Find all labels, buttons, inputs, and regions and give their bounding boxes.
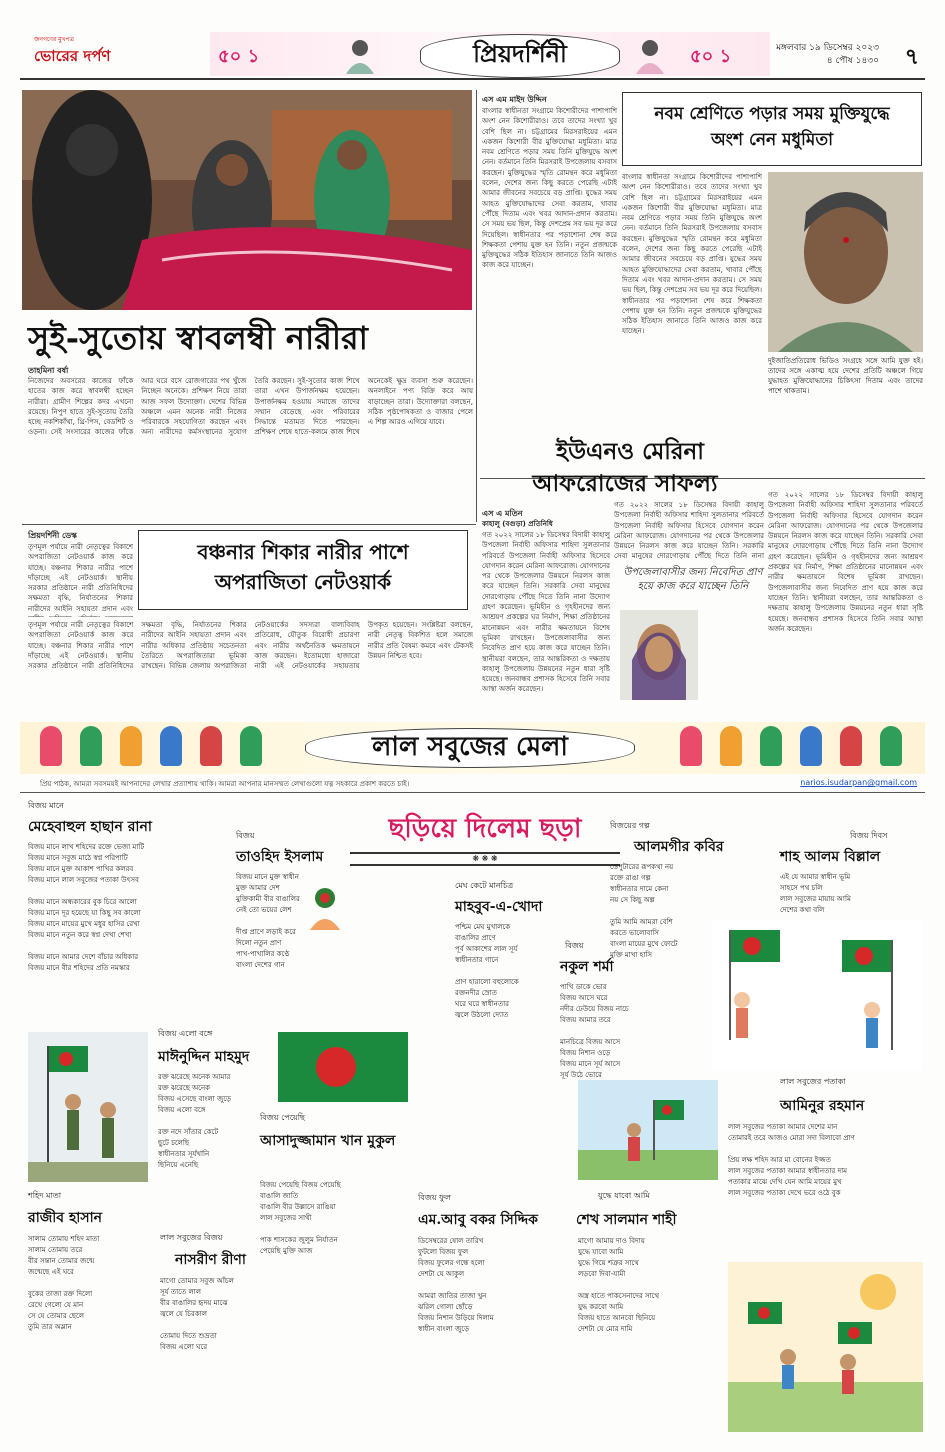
poem1-label: বিজয় মানে [28,801,64,810]
portrait-image [768,172,923,352]
poem3-pretitle: মেঘ কেটে মানচিত্র [455,881,514,890]
uno-byline: এস এ মতিন [482,509,523,518]
mela-title: লাল সবুজের মেলা [305,728,635,768]
brand-logo[interactable] [34,34,124,70]
poem13-label: লাল সবুজের পতাকা [780,1077,846,1086]
poem9-author: রাজীব হাসান [28,1210,103,1226]
uno-body-col2: গত ২০২২ সালের ১৮ ডিসেম্বর বিদায়ী কাহালু উপজেলা নির্বাহী অফিসার শাহিদা সুলতানার পরিবর্তে উপজেলা নির্বাহী অফিসার হিসেবে যোগদান করেন মেরিনা আফরোজ। যোগদানের পর থেকে উপজেলার উন্নয়নে নিরলস কাজ করে যাচ্ছেন তিনি। সরকারি সেবা মানুষের দোরগোড়ায় পৌঁছে দিতে তিনি নানা [614,501,764,560]
poem9-label: শহিদ মাতা [28,1191,62,1200]
poem2-author: তাওহিদ ইসলাম [236,849,324,865]
column-divider [476,90,477,522]
poem13-author: আমিনুর রহমান [780,1098,865,1114]
kids-running-icon [728,1262,923,1432]
network-body: তৃণমূল পর্যায়ে নারী নেতৃত্বের বিকাশে অপরাজিতা নেটওয়ার্ক কাজ করে যাচ্ছে। বঞ্চনার শিকার নারীর পাশে দাঁড়াচ্ছে এই নেটওয়ার্ক। স্থানীয় সরকার প্রতিষ্ঠানে নারী প্রতিনিধিদের সক্ষমতা বৃদ্ধি, নির্যাতনের শিকার নারীদের আইনি সহায়তা প্রদান এবং নারীর অধিকার প্রতিষ্ঠায় সচেতনতা তৈরিতে অপরাজিতারা ভূমিকা রাখছেন। বিভিন্ন জেলায় অপরাজিতা নেটওয়ার্কের সদস্যরা বাল্যবিবাহ প্রতিরোধ, যৌতুক বিরোধী প্রচারণা এবং নারীর অর্থনৈতিক ক্ষমতায়নে কাজ করছেন। ইতোমধ্যে হাজারো নারী এই নেটওয়ার্কের সহায়তায় উপকৃত হয়েছেন। সংশ্লিষ্টরা বলছেন, নারী নেতৃত্ব বিকশিত হলে সমাজে নারীর প্রতি বৈষম্য কমবে এবং টেকসই উন্নয়ন নিশ্চিত হবে। [28,621,473,671]
child-figure-icon [760,726,782,766]
decorative-motif-left: ৫০ ১ [218,46,260,67]
poem10-text: মাগো তোমার সবুজ আঁচল সূর্য তাতে লাল বীর বাঙালির হৃদয় মাঝে জ্বলে যে চিরকাল তোমায় দিতে শুভ্রতা বিজয় এলো ঘরে [160,1277,234,1351]
section-title: প্রিয়দর্শিনী [420,34,620,78]
decorative-ornament-icon: ❋ ❋ ❋ [350,852,620,866]
child-figure-icon [720,726,742,766]
child-figure-icon [80,726,102,766]
child-flag-illustration [300,880,350,935]
uno-headline-line2[interactable]: আফরোজের সাফল্য [532,470,718,497]
child-flag-icon [578,1080,718,1180]
poem8-label: বিজয় পেয়েছি [260,1113,305,1122]
child-figure-icon [160,726,182,766]
woman-silhouette-icon [340,34,380,74]
uno-headline-line1[interactable]: ইউএনও মেরিনা [556,438,704,465]
poem2-label: বিজয় [236,831,255,840]
madhumita-headline-box [622,92,922,166]
page-number: ৭ [904,45,919,70]
date-bengali: ৪ পৌষ ১৪৩০ [826,56,879,66]
child-figure-icon [840,726,862,766]
mela-note: প্রিয় পাঠক, আমরা সবসময়ই আপনাদের লেখার প্রত্যাশায় থাকি। আমরা আপনার মানসম্মত লেখাগুলো যত্ন সহকারে প্রকাশ করতে চাই। [40,780,410,788]
date-gregorian: মঙ্গলবার ১৯ ডিসেম্বর ২০২৩ [776,43,879,53]
flag-children-illustration [712,920,922,1070]
chora-section-title: ছড়িয়ে দিলেম ছড়া [388,814,582,844]
poem5-author: আলমগীর কবির [634,839,724,855]
network-headline-line1[interactable]: বঞ্চনার শিকার নারীর পাশে [197,540,409,564]
poem9-text: সালাম তোমায় শহিদ মাতা সালাম তোমায় তরে বীর সন্তান তোমার জন্মে জন্মেছে এই ঘরে বুকের তাজা রক্ত দিলো রেখে গেলো যে মান সে যে তোমার ছেলে তুমি তার অম্লান [28,1235,100,1331]
poem7-author: মাঈনুদ্দিন মাহমুদ [158,1049,250,1065]
poem7-text: রক্ত ঝরেছে অনেক আমার রক্ত ঝরেছে অনেক বিজয় এসেছে বাংলা জুড়ে বিজয় এলো বঙ্গে রক্ত নদে সাঁতার কেটে ছুটে চলেছি স্বাধীনতার সূর্যখানি ছিনিয়ে এনেছি [158,1073,232,1169]
child-figure-icon [40,726,62,766]
bangladesh-flag-illustration [278,1032,408,1102]
poem6-text: এই যে আমার স্বাধীন ভূমি সাহসে পথ চলি লাল সবুজের মায়ায় আমি দেশের কথা বলি [780,873,851,914]
madhumita-body-col1: বাংলার স্বাধীনতা সংগ্রামে কিশোরীদের পাশাপাশি অংশ নেন কিশোরীরাও। তবে তাদের সংখ্যা খুব বেশি ছিল না। চট্টগ্রামের মিরসরাইয়ের এমন একজন কিশোরী বীর মুক্তিযোদ্ধা মধুমিতা। মাত্র নবম শ্রেণিতে পড়ার সময় তিনি মুক্তিযুদ্ধে অংশ নেন। বর্তমানে তিনি মিরসরাই উপজেলায় বসবাস করছেন। মুক্তিযুদ্ধের স্মৃতি রোমন্থন করে মধুমিতা বলেন, দেশের জন্য কিছু করতে পেরেছি এটাই আমার জীবনের সবচেয়ে বড় প্রাপ্তি। যুদ্ধের সময় আহত মুক্তিযোদ্ধাদের সেবা করতাম, খাবার পৌঁছে দিতাম এবং খবর আদান-প্রদান করতাম। সে সময় ভয় ছিল, কিন্তু দেশপ্রেম সব ভয় দূর করে দিয়েছিল। স্বাধীনতার পর পড়াশোনা শেষ করে শিক্ষকতা পেশায় যুক্ত হন তিনি। নতুন প্রজন্মকে মুক্তিযুদ্ধের সঠিক ইতিহাস জানাতে তিনি আজও কাজ করে যাচ্ছেন। [482,107,617,270]
child-figure-icon [880,726,902,766]
child-figure-icon [120,726,142,766]
child-figure-icon [240,726,262,766]
poem11-author: এম.আবু বকর সিদ্দিক [418,1212,538,1228]
lead-photo[interactable] [22,90,472,310]
child-figure-icon [800,726,822,766]
mela-banner [20,722,925,774]
decorative-banner [210,32,770,76]
poem6-author: শাহ আলম বিল্লাল [780,849,881,865]
mela-email-link[interactable]: narios.isudarpan@gmail.com [800,778,917,787]
poem10-label: লাল সবুজের বিজয় [160,1233,223,1242]
uno-body-col3: গত ২০২২ সালের ১৮ ডিসেম্বর বিদায়ী কাহালু উপজেলা নির্বাহী অফিসার শাহিদা সুলতানার পরিবর্তে উপজেলা নির্বাহী অফিসার হিসেবে যোগদান করেন মেরিনা আফরোজ। যোগদানের পর থেকে উপজেলার উন্নয়নে নিরলস কাজ করে যাচ্ছেন তিনি। সরকারি সেবা মানুষের দোরগোড়ায় পৌঁছে দিতে তিনি নানা উদ্যোগ গ্রহণ করেছেন। ভূমিহীন ও গৃহহীনদের জন্য আশ্রয়ণ প্রকল্পের ঘর নির্মাণ, শিক্ষা প্রতিষ্ঠানের মানোন্নয়ন এবং নারীর ক্ষমতায়নে বিশেষ ভূমিকা রাখছেন। উপজেলাবাসীর জন্য নিবেদিত প্রাণ হয়ে কাজ করে যাচ্ছেন তিনি। স্থানীয়রা বলছেন, তার আন্তরিকতা ও দক্ষতায় কাহালু উপজেলায় উন্নয়নের নতুন ধারা সৃষ্টি হয়েছে। জনবান্ধব প্রশাসক হিসেবে তিনি সবার আস্থা অর্জন করেছেন। [768,491,923,633]
masthead [20,28,925,80]
kids-running-illustration [728,1262,923,1432]
child-with-flag-illustration [578,1080,718,1180]
dateline [776,42,879,68]
poem12-author: শেখ সালমান শাহী [576,1212,677,1228]
woman-silhouette-icon [630,34,670,74]
child-icon [300,880,350,935]
poem4-author: নকুল শর্মা [560,959,614,975]
child-figure-icon [200,726,222,766]
section-divider [20,792,925,793]
poem5-pretitle: বিজয়ের গল্প [610,821,650,830]
network-body-col1: তৃণমূল পর্যায়ে নারী নেতৃত্বের বিকাশে অপরাজিতা নেটওয়ার্ক কাজ করে যাচ্ছে। বঞ্চনার শিকার নারীর পাশে দাঁড়াচ্ছে এই নেটওয়ার্ক। স্থানীয় সরকার প্রতিষ্ঠানে নারী প্রতিনিধিদের সক্ষমতা বৃদ্ধি, নির্যাতনের শিকার নারীদের আইনি সহায়তা প্রদান এবং [28,543,133,613]
poem2-text: বিজয় মানে মুক্ত স্বাধীন মুক্ত আমার দেশ মুক্তিকামী বীর বাঙালির নেই তো ভয়ের লেশ দীপ্ত প্রাণে লড়াই করে দিলো নতুন প্রাণ পাখ-পাখালির কণ্ঠে বাংলা দেশের গান [236,873,300,969]
poem12-label: যুদ্ধে যাবো আমি [598,1191,650,1200]
decorative-motif-right: ৫০ ১ [690,46,732,67]
embroidery-women-image [22,90,472,310]
poem5-text: ডেপুটারের রূপকথা নয় রক্তে রাঙা গল্প স্বাধীনতার দামে কেনা নয় সে কিছু অল্প তুমি আমি আমরা বেশি করতে ভালোবাসি বাংলা মায়ের মুখে ফোটে মুক্তি মাখা হাসি [610,863,678,959]
poem11-label: বিজয় ফুল [418,1193,451,1202]
madhumita-byline: এস এম মাইদ উদ্দিন [482,95,547,104]
uno-sub-byline: কাহালু (বগুড়া) প্রতিনিধি [482,520,553,528]
poem6-label: বিজয় দিবস [850,831,888,840]
freedom-fighters-illustration [28,1032,148,1182]
flag-illustration-icon [712,920,922,1070]
poem3-author: মাহবুব-এ-খোদা [455,899,543,915]
brand-tagline: জনগণের মুখপত্র [34,36,74,43]
poem8-text: বিজয় পেয়েছি বিজয় পেয়েছি বাঙালি জাতি বাঙালি বীর উল্লাসে রাঙিয়া লাল সবুজের সাথী পাক শাসকের জুলুম নির্যাতন পেয়েছি মুক্তি আজ [260,1181,341,1255]
poem12-text: মাগো আমায় দাও বিদায় যুদ্ধে যাবো আমি যুদ্ধে গিয়ে শত্রুর সাথে লড়বো দিবা-যামী অস্ত্র হাতে পাকসেনাদের সাথে যুদ্ধ করবো আমি বিজয় হাতে আনবো ছিনিয়ে দেশটা যে মোর দামি [578,1237,659,1333]
madhumita-body-col2: বাংলার স্বাধীনতা সংগ্রামে কিশোরীদের পাশাপাশি অংশ নেন কিশোরীরাও। তবে তাদের সংখ্যা খুব বেশি ছিল না। চট্টগ্রামের মিরসরাইয়ের এমন একজন কিশোরী বীর মুক্তিযোদ্ধা মধুমিতা। মাত্র নবম শ্রেণিতে পড়ার সময় তিনি মুক্তিযুদ্ধে অংশ নেন। বর্তমানে তিনি মিরসরাই উপজেলায় বসবাস করছেন। মুক্তিযুদ্ধের স্মৃতি রোমন্থন করে মধুমিতা বলেন, দেশের জন্য কিছু করতে পেরেছি এটাই আমার জীবনের সবচেয়ে বড় প্রাপ্তি। যুদ্ধের সময় আহত মুক্তিযোদ্ধাদের সেবা করতাম, খাবার পৌঁছে দিতাম এবং খবর আদান-প্রদান করতাম। সে সময় ভয় ছিল, কিন্তু দেশপ্রেম সব ভয় দূর করে দিয়েছিল। স্বাধীনতার পর পড়াশোনা শেষ করে শিক্ষকতা পেশায় যুক্ত হন তিনি। নতুন প্রজন্মকে মুক্তিযুদ্ধের সঠিক ইতিহাস জানাতে তিনি আজও কাজ করে যাচ্ছেন। [622,173,762,336]
child-figure-icon [680,726,702,766]
poem1-author: মেহেবাহুল হাছান রানা [28,819,152,835]
madhumita-photo[interactable] [768,172,923,352]
uno-body-col1: গত ২০২২ সালের ১৮ ডিসেম্বর বিদায়ী কাহালু উপজেলা নির্বাহী অফিসার শাহিদা সুলতানার পরিবর্তে উপজেলা নির্বাহী অফিসার হিসেবে যোগদান করেন মেরিনা আফরোজ। যোগদানের পর থেকে উপজেলার উন্নয়নে নিরলস কাজ করে যাচ্ছেন তিনি। সরকারি সেবা মানুষের দোরগোড়ায় পৌঁছে দিতে তিনি নানা উদ্যোগ গ্রহণ করেছেন। ভূমিহীন ও গৃহহীনদের জন্য আশ্রয়ণ প্রকল্পের ঘর নির্মাণ, শিক্ষা প্রতিষ্ঠানের মানোন্নয়ন এবং নারীর ক্ষমতায়নে বিশেষ ভূমিকা রাখছেন। উপজেলাবাসীর জন্য নিবেদিত প্রাণ হয়ে কাজ করে যাচ্ছেন তিনি। স্থানীয়রা বলছেন, তার আন্তরিকতা ও দক্ষতায় কাহালু উপজেলায় উন্নয়নের নতুন ধারা সৃষ্টি হয়েছে। জনবান্ধব প্রশাসক হিসেবে তিনি সবার আস্থা অর্জন করেছেন। [482,531,610,694]
bangladesh-flag-icon [278,1032,408,1102]
poem11-text: ডিসেম্বরের ষোল তারিখ ফুটলো বিজয় ফুল বিজয় ফুলের গন্ধে হলো দেশটা যে আকুল আমরা জাতির তাজা খুন ঝরিল গোলা ছোঁড়ে বিজয় নিশান উড়িয়ে দিলাম স্বাধীন বাংলা জুড়ে [418,1237,494,1333]
poem1-text: বিজয় মানে লাখ শহিদের রক্তে ভেজা মাটি বিজয় মানে সবুজ মাঠে স্বপ্ন পরিপাটি বিজয় মানে মুক্ত আকাশ পাখির কলরব বিজয় মানে লাল সবুজের পতাকা উৎসব বিজয় মানে অন্ধকারের বুক চিরে আলো বিজয় মানে দূর হয়েছে যা কিছু সব কালো বিজয় মানে মায়ের মুখে মধুর হাসির রেখা বিজয় মানে নতুন করে স্বপ্ন দেখা শেখা বিজয় মানে আমার দেশে বাঁচার অধিকার বিজয় মানে বীর শহিদের প্রতি নমস্কার [28,843,145,972]
poem7-label: বিজয় এলো বঙ্গে [158,1029,213,1038]
network-headline-line2[interactable]: অপরাজিতা নেটওয়ার্ক [214,570,392,594]
lead-body: নিজেদের অবসরের কাজের ফাঁকে হাতের কাজ করে স্বাবলম্বী হচ্ছেন নারীরা। গ্রামীণ শিল্পের কদর এখনো রয়েছে। নিপুণ হাতে সুই-সুতোয় তৈরি হচ্ছে নকশিকাঁথা, থ্রি-পিস, বেডশিট ও ওড়না। সেই সংসারের কাজের ফাঁকে আর ঘরে বসে রোজগারের পথ খুঁজে নিচ্ছেন অনেকে। প্রশিক্ষণ নিয়ে তারা আজ সফল উদ্যোক্তা। দেশের বিভিন্ন অঞ্চলে এমন অনেক নারী নিজের পরিবারকে সহযোগিতা করছেন এবং অন্য নারীদের কর্মসংস্থানের সুযোগ তৈরি করছেন। সুই-সুতোর কাজ শিখে তারা এখন উপার্জনক্ষম হয়েছেন। উপার্জনক্ষম হওয়ায় সমাজে তাদের সম্মান বেড়েছে এবং পরিবারের সিদ্ধান্তে মতামত দিতে পারছেন। প্রশিক্ষণ শেষে হাতে-কলমে কাজ শিখে অনেকেই ক্ষুদ্র ব্যবসা শুরু করেছেন। অনলাইনে পণ্য বিক্রি করে আয় বাড়াচ্ছেন তারা। উদ্যোক্তারা বলছেন, সঠিক পৃষ্ঠপোষকতা ও বাজার পেলে এ শিল্প আরও এগিয়ে যাবে। [28,377,473,437]
portrait-image [620,610,698,700]
poem4-text: পাখি ডাকে ভোর বিজয় আসে ঘরে নদীর ঢেউয়ে বিজয় নাচে বিজয় আমার তরে মানচিত্রে বিজয় আসে বিজয় নিশান ওড়ে বিজয় মানে সূর্য আসে সূর্য উঠে ভোরে [560,983,629,1079]
madhumita-headline-line2[interactable]: অংশ নেন মধুমিতা [710,130,834,150]
poem13-text: লাল সবুজের পতাকা আমার দেশের মান তোমারই তরে আজও মোরা সদা বিলাবো প্রাণ প্রিয় লক্ষ শহিদ আর মা বোনের ইজ্জত লাল সবুজের পতাকা আমার স্বাধীনতার দাম পতাকার মাঝে দেখি যেন আমি মায়ের মুখ লাল সবুজের পতাকা দেখে ভরে ওঠে বুক [728,1123,855,1197]
lead-headline[interactable]: সুই-সুতোয় স্বাবলম্বী নারীরা [28,319,368,357]
uno-photo[interactable] [620,610,698,700]
poem8-author: আসাদুজ্জামান খান মুকুল [260,1133,396,1149]
uno-pull-quote: উপজেলাবাসীর জন্য নিবেদিত প্রাণ হয়ে কাজ করে যাচ্ছেন তিনি [623,567,763,592]
brand-name: ভোরের দর্পণ [34,47,111,65]
poem3-text: পশ্চিম মেঘ মুখালকে বাঙালির প্রাণে পূর্ব আকাশের লাল সূর্য স্বাধীনতার গানে প্রাণ হারালো বহুলোকে রক্তনদীর স্রোত ঘরে ঘরে স্বাধীনতার জ্বলে উঠলো দ্যোত [455,923,519,1019]
section-divider [22,524,476,525]
network-byline: প্রিয়দর্শিনী ডেস্ক [28,531,77,540]
freedom-fighters-icon [28,1032,148,1182]
madhumita-headline-line1[interactable]: নবম শ্রেণিতে পড়ার সময় মুক্তিযুদ্ধে [654,104,890,124]
madhumita-caption: দুইজাতিপ্রতিরোধ ভিডিও সংগ্রহে সঙ্গে আমি যুক্ত হই। তাদের সঙ্গে একাত্ম হয়ে দেশের প্রতিটি অঞ্চলে গিয়ে যুদ্ধাহত মুক্তিযোদ্ধাদের চিকিৎসা দিতাম এবং তাদের পাশে থাকতাম। [768,357,923,395]
poem10-author: নাসরীণ রীণা [175,1252,246,1268]
lead-byline: তাহমিনা বর্ষা [28,366,69,375]
network-headline-box [138,530,468,610]
poem4-label: বিজয় [565,941,584,950]
